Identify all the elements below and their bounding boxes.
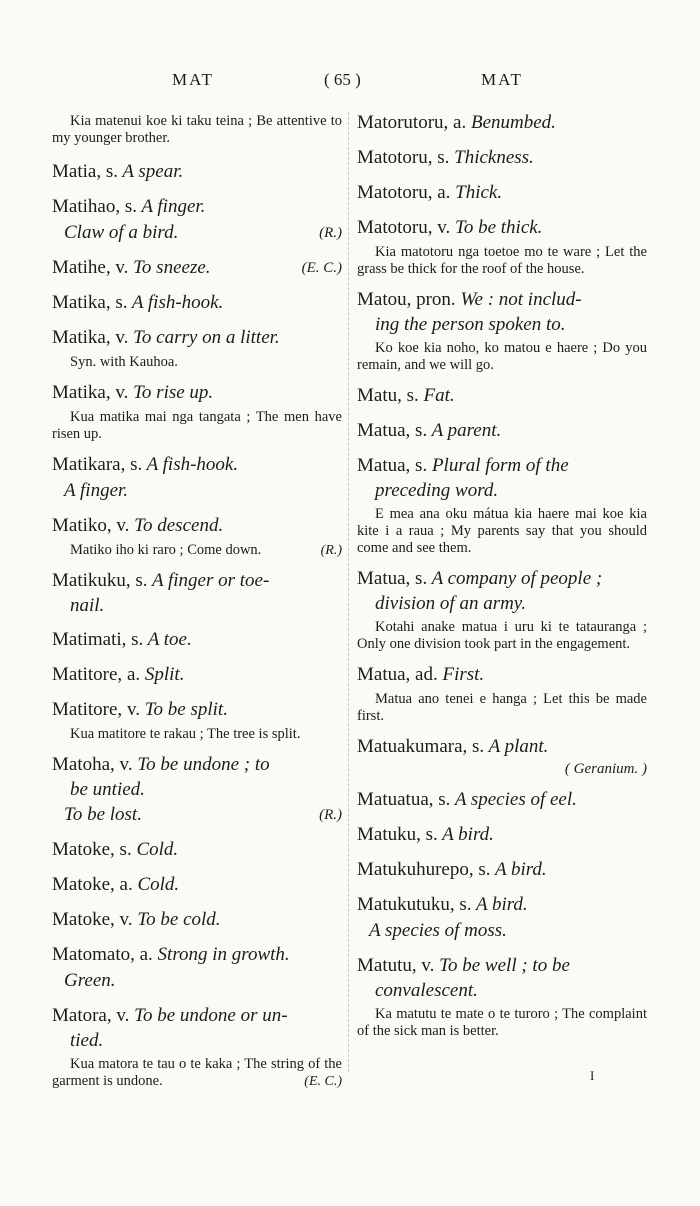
example-text: Ka matutu te mate o te turoro ; The complaint of the sick man is better.	[357, 1006, 647, 1039]
headword: Matotoru,	[357, 147, 433, 168]
definition: A fish-hook.	[142, 454, 239, 475]
page-number: ( 65 )	[324, 70, 361, 89]
dictionary-entry	[357, 787, 647, 813]
sub-definition: To be lost.	[64, 804, 142, 825]
definition-continuation: tied.	[70, 1030, 104, 1051]
dictionary-entry	[357, 892, 647, 944]
dictionary-entry	[52, 513, 342, 559]
dictionary-entry	[52, 837, 342, 863]
headword: Matuku,	[357, 824, 421, 845]
dictionary-entry	[52, 627, 342, 653]
dictionary-entry	[357, 287, 647, 374]
source-tag: (R.)	[319, 225, 342, 241]
example-text: Kua matika mai nga tangata ; The men have risen up.	[52, 409, 342, 442]
definition-continuation: convalescent.	[375, 980, 478, 1001]
example-text: Matiko iho ki raro ; Come down.	[70, 542, 262, 558]
headword: Matikara,	[52, 454, 126, 475]
part-of-speech: pron.	[411, 289, 456, 310]
example-text: Kia matotoru nga toetoe mo te ware ; Let the grass be thick for the roof of the house.	[357, 244, 647, 277]
part-of-speech: s.	[114, 839, 132, 860]
part-of-speech: v.	[432, 217, 451, 238]
dictionary-entry	[357, 822, 647, 848]
dictionary-entry	[357, 662, 647, 725]
dictionary-entry	[52, 568, 342, 618]
definition-continuation: division of an army.	[375, 593, 526, 614]
part-of-speech: s.	[125, 454, 143, 475]
part-of-speech: v.	[122, 699, 140, 720]
part-of-speech: a.	[122, 664, 141, 685]
left-column	[52, 110, 342, 1099]
headword: Matimati,	[52, 629, 127, 650]
part-of-speech: v.	[416, 955, 435, 976]
dictionary-entry	[52, 697, 342, 743]
headword: Matorutoru,	[357, 112, 449, 133]
dictionary-entry	[357, 857, 647, 883]
sub-definition: Claw of a bird.	[64, 222, 179, 243]
dictionary-entry	[52, 159, 342, 185]
headword: Matihe,	[52, 257, 111, 278]
signature-mark: I	[590, 1068, 595, 1083]
definition: A bird.	[437, 824, 494, 845]
part-of-speech: v.	[114, 909, 133, 930]
definition: A finger.	[136, 196, 206, 217]
definition: To rise up.	[128, 382, 214, 403]
botanical-note: ( Geranium. )	[564, 761, 647, 777]
part-of-speech: s.	[432, 147, 450, 168]
dictionary-entry	[52, 907, 342, 933]
definition: Cold.	[132, 874, 180, 895]
definition-continuation: ing the person spoken to.	[375, 314, 566, 335]
dictionary-entry	[52, 872, 342, 898]
headword: Matukuhurepo,	[357, 859, 474, 880]
definition: To be split.	[139, 699, 228, 720]
part-of-speech: v.	[110, 257, 129, 278]
part-of-speech: s.	[420, 824, 438, 845]
part-of-speech: s.	[410, 455, 428, 476]
definition: Fat.	[418, 385, 455, 406]
definition: To sneeze.	[128, 257, 211, 278]
dictionary-entry	[52, 255, 342, 281]
part-of-speech: a.	[114, 874, 133, 895]
headword: Matua,	[357, 664, 411, 685]
column-divider	[348, 112, 349, 1072]
example-text: Matua ano tenei e hanga ; Let this be made first.	[357, 691, 647, 724]
dictionary-entry	[52, 752, 342, 828]
headword: Matihao,	[52, 196, 121, 217]
dictionary-entry	[52, 452, 342, 504]
headword: Matuatua,	[357, 789, 434, 810]
part-of-speech: v.	[114, 754, 133, 775]
headword: Matika,	[52, 382, 111, 403]
part-of-speech: s.	[410, 420, 428, 441]
definition: A bird.	[490, 859, 547, 880]
definition: To descend.	[129, 515, 224, 536]
right-column	[357, 110, 647, 1049]
definition: Cold.	[131, 839, 179, 860]
headword: Matika,	[52, 292, 111, 313]
definition: To carry on a litter.	[128, 327, 280, 348]
headword: Matoha,	[52, 754, 115, 775]
headword: Matoke,	[52, 874, 115, 895]
definition: To be undone or un-	[129, 1005, 288, 1026]
part-of-speech: s.	[433, 789, 451, 810]
headword: Matou,	[357, 289, 412, 310]
headword: Matuakumara,	[357, 736, 468, 757]
headword: Matua,	[357, 455, 411, 476]
definition: A plant.	[484, 736, 549, 757]
part-of-speech: s.	[454, 894, 472, 915]
dictionary-entry	[52, 194, 342, 246]
definition-continuation: be untied.	[70, 779, 145, 800]
part-of-speech: s.	[473, 859, 491, 880]
dictionary-entry	[357, 734, 647, 778]
part-of-speech: v.	[110, 382, 129, 403]
source-tag: (E. C.)	[301, 260, 342, 276]
definition: A toe.	[143, 629, 192, 650]
headword: Matu,	[357, 385, 402, 406]
part-of-speech: s.	[401, 385, 419, 406]
definition: Split.	[140, 664, 185, 685]
part-of-speech: s.	[126, 629, 144, 650]
part-of-speech: s.	[410, 568, 428, 589]
part-of-speech: s.	[467, 736, 485, 757]
definition: A bird.	[471, 894, 528, 915]
dictionary-entry	[357, 566, 647, 653]
definition: First.	[437, 664, 485, 685]
definition: A fish-hook.	[127, 292, 224, 313]
headword: Matika,	[52, 327, 111, 348]
headword: Matomato,	[52, 944, 135, 965]
headword: Matitore,	[52, 699, 123, 720]
part-of-speech: s.	[101, 161, 118, 182]
source-tag: (R.)	[320, 543, 342, 558]
definition: Thick.	[450, 182, 503, 203]
definition: To be thick.	[450, 217, 543, 238]
sub-definition: A finger.	[64, 480, 129, 501]
example-text: Kia matenui koe ki taku teina ; Be attentive to my younger brother.	[52, 113, 342, 146]
example-text: Kua matitore te rakau ; The tree is split.	[70, 726, 301, 742]
definition-continuation: nail.	[70, 595, 105, 616]
dictionary-entry	[52, 662, 342, 688]
part-of-speech: a.	[432, 182, 451, 203]
dictionary-entry	[357, 145, 647, 171]
part-of-speech: a.	[134, 944, 153, 965]
definition: We : not includ-	[455, 289, 582, 310]
dictionary-entry	[52, 942, 342, 994]
dictionary-entry	[52, 290, 342, 316]
headword: Matutu,	[357, 955, 417, 976]
dictionary-entry	[52, 380, 342, 443]
definition: To be well ; to be	[434, 955, 570, 976]
example-text: Kua matora te tau o te kaka ; The string of the garment is undone.	[52, 1056, 342, 1089]
example-text: E mea ana oku mátua kia haere mai koe kia kite i a raua ; My parents say that you should come and see them.	[357, 506, 647, 556]
part-of-speech: s.	[130, 570, 148, 591]
part-of-speech: v.	[111, 1005, 130, 1026]
dictionary-entry	[357, 418, 647, 444]
headword: Matia,	[52, 161, 102, 182]
definition: Thickness.	[449, 147, 534, 168]
headword: Matotoru,	[357, 217, 433, 238]
source-tag: (E. C.)	[304, 1074, 342, 1089]
headword: Matitore,	[52, 664, 123, 685]
dictionary-entry	[357, 180, 647, 206]
headword: Matukutuku,	[357, 894, 455, 915]
dictionary-entry	[357, 953, 647, 1040]
part-of-speech: v.	[110, 327, 129, 348]
header-right-word: MAT	[481, 70, 523, 89]
definition: Strong in growth.	[152, 944, 290, 965]
example-text: Kotahi anake matua i uru ki te tatauranga ; Only one division took part in the engagement.	[357, 619, 647, 652]
dictionary-entry	[357, 383, 647, 409]
definition: Plural form of the	[427, 455, 569, 476]
headword: Matua,	[357, 420, 411, 441]
example-text: Syn. with Kauhoa.	[70, 354, 178, 370]
definition: A finger or toe-	[147, 570, 270, 591]
definition: Benumbed.	[466, 112, 556, 133]
dictionary-entry	[52, 325, 342, 371]
sub-definition: Green.	[64, 970, 116, 991]
running-header	[0, 70, 700, 98]
definition: A spear.	[117, 161, 184, 182]
header-left-word: MAT	[172, 70, 214, 89]
dictionary-entry	[52, 1003, 342, 1090]
part-of-speech: ad.	[410, 664, 438, 685]
headword: Matikuku,	[52, 570, 131, 591]
definition-continuation: preceding word.	[375, 480, 499, 501]
definition: To be cold.	[132, 909, 221, 930]
headword: Matora,	[52, 1005, 112, 1026]
headword: Matotoru,	[357, 182, 433, 203]
definition: A company of people ;	[427, 568, 603, 589]
dictionary-entry	[357, 453, 647, 557]
part-of-speech: a.	[448, 112, 467, 133]
definition: A species of eel.	[450, 789, 577, 810]
example-text: Ko koe kia noho, ko matou e haere ; Do you remain, and we will go.	[357, 340, 647, 373]
dictionary-entry	[357, 110, 647, 136]
definition: A parent.	[427, 420, 502, 441]
definition: To be undone ; to	[132, 754, 270, 775]
headword: Matua,	[357, 568, 411, 589]
dictionary-entry	[357, 215, 647, 278]
headword: Matiko,	[52, 515, 112, 536]
part-of-speech: s.	[110, 292, 128, 313]
headword: Matoke,	[52, 909, 115, 930]
part-of-speech: s.	[120, 196, 137, 217]
part-of-speech: v.	[111, 515, 130, 536]
headword: Matoke,	[52, 839, 115, 860]
sub-definition: A species of moss.	[369, 920, 507, 941]
source-tag: (R.)	[319, 807, 342, 823]
